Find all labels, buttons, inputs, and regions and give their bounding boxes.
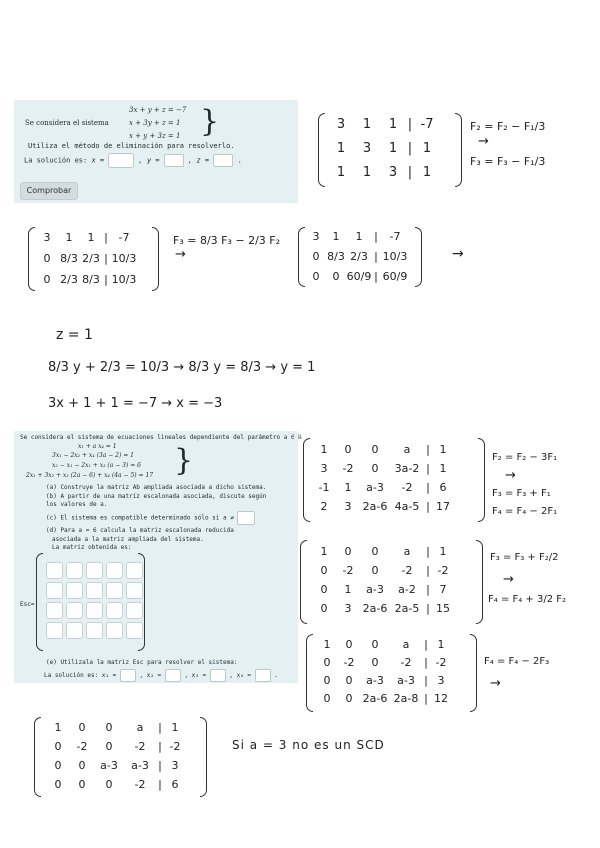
y-input[interactable]: [164, 154, 184, 167]
n2-matrix3-entry: 2a-8: [393, 692, 419, 705]
esc-matrix-grid: [46, 562, 143, 639]
matrix3-separator: |: [374, 270, 378, 283]
n2-matrix4-separator: |: [158, 721, 162, 734]
part-e-solution-row: [44, 669, 278, 682]
n2-matrix3-entry: 0: [371, 656, 379, 669]
n2-matrix1-entry: 0: [344, 443, 352, 456]
matrix2-entry: -7: [118, 231, 130, 244]
n2-matrix3-entry: 0: [345, 638, 353, 651]
solution-label: La solución es:: [24, 156, 88, 165]
n2-matrix2-separator: |: [426, 545, 430, 558]
matrix1-entry: 3: [362, 141, 372, 156]
n2-matrix4-entry: -2: [76, 740, 88, 753]
n2-matrix1-entry: 3a-2: [394, 462, 420, 475]
problem2-brace: }: [174, 443, 194, 478]
matrix3-entry: 0: [312, 270, 320, 283]
n2-matrix1-entry: 17: [436, 500, 450, 513]
matrix2-row: [36, 269, 138, 290]
n2-matrix2-entry: 1: [320, 545, 328, 558]
n2-matrix2-entry: -2: [437, 564, 449, 577]
matrix2-entry: 2/3: [60, 273, 78, 286]
op-arrow3: →: [452, 246, 464, 262]
n2-matrix1-row: [312, 459, 454, 478]
op-f3: F₃ = F₃ − F₁/3: [470, 155, 546, 168]
matrix3-entry: 0: [312, 250, 320, 263]
n2-matrix1: [312, 440, 454, 516]
matrix1-row: [328, 137, 440, 161]
n2-matrix3-entry: a: [402, 638, 410, 651]
n2-matrix1-row: [312, 440, 454, 459]
n2-matrix1-separator: |: [426, 500, 430, 513]
check-button[interactable]: Comprobar: [20, 182, 78, 200]
matrix1-entry: 1: [388, 141, 398, 156]
n2-matrix2-entry: 7: [439, 583, 447, 596]
x4-label: , x₄ =: [229, 672, 252, 679]
x2-label: , x₂ =: [139, 672, 162, 679]
n2-matrix2-right: [476, 540, 483, 624]
n2-matrix4-entry: -2: [134, 740, 146, 753]
part-e: (e) Utilizala la matriz Esc para resolver el sistema:: [46, 659, 238, 666]
matrix1-entry: 1: [388, 117, 398, 132]
n2-matrix4-entry: 0: [105, 778, 113, 791]
n2-matrix4-row: [46, 737, 186, 756]
n2-matrix4-row: [46, 756, 186, 775]
n2-op2: F₃ = F₃ + F₁: [492, 488, 551, 499]
n2-matrix2-row: [312, 561, 454, 580]
part-b: (b) A partir de una matriz escalonada asociada, discute según los valores de a.: [46, 493, 267, 508]
problem2-eq1: x₁ + a x₄ = 1: [78, 443, 117, 450]
problem2-eq3: x₂ − x₁ − 2x₁ + x₃ (a − 3) = 6: [52, 462, 141, 469]
problem1-eq2: x + 3y + z = 1: [129, 119, 181, 127]
matrix3-entry: 0: [332, 270, 340, 283]
matrix2-separator: |: [104, 231, 108, 244]
n2-matrix4-entry: 1: [171, 721, 179, 734]
n2-matrix3-entry: 1: [323, 638, 331, 651]
n2-matrix1-entry: 4a-5: [394, 500, 420, 513]
matrix1-row: [328, 113, 440, 137]
n2-matrix2-entry: a-2: [398, 583, 416, 596]
n2-matrix1-separator: |: [426, 481, 430, 494]
problem1-panel: [14, 100, 298, 203]
n2-matrix4-entry: 0: [78, 721, 86, 734]
matrix2-entry: 1: [65, 231, 73, 244]
end-dot2: .: [274, 672, 278, 679]
n2-matrix4-entry: a: [136, 721, 144, 734]
op-f2: F₂ = F₂ − F₁/3: [470, 120, 546, 133]
matrix2-separator: |: [104, 273, 108, 286]
n2-matrix2-entry: 0: [320, 564, 328, 577]
problem2-eq2: 3x₁ − 2x₂ + x₄ (3a − 2) = 1: [52, 452, 134, 459]
n2-matrix4-entry: 1: [54, 721, 62, 734]
matrix1-left-bracket: [318, 113, 325, 187]
result-z: z = 1: [56, 327, 93, 343]
n2-matrix4-entry: 3: [171, 759, 179, 772]
x4-input[interactable]: [255, 669, 271, 682]
n2-matrix2-entry: 2a-6: [362, 602, 388, 615]
problem2-eq4: 2x₁ + 3x₂ + x₃ (2a − 6) + x₄ (4a − 5) = 17: [26, 472, 154, 479]
esc-cell-input[interactable]: [66, 622, 83, 639]
n2-matrix3-entry: a-3: [397, 674, 415, 687]
problem1-eq3: x + y + 3z = 1: [129, 132, 181, 140]
n2-matrix3: [316, 636, 452, 708]
matrix1-right-bracket: [455, 113, 462, 187]
matrix3-separator: |: [374, 230, 378, 243]
n2-matrix2-entry: 15: [436, 602, 450, 615]
n2-matrix2-entry: 0: [344, 545, 352, 558]
matrix3-entry: 2/3: [350, 250, 368, 263]
n2-matrix3-entry: 0: [323, 692, 331, 705]
matrix3: [306, 227, 410, 287]
z-label: , z =: [188, 156, 210, 165]
matrix3-entry: 10/3: [382, 250, 408, 263]
matrix1-separator: |: [407, 141, 413, 156]
matrix2-entry: 1: [87, 231, 95, 244]
matrix3-entry: 3: [312, 230, 320, 243]
n2-matrix2-row: [312, 599, 454, 618]
z-input[interactable]: [213, 154, 233, 167]
x3-label: , x₃ =: [184, 672, 207, 679]
n2-matrix2-entry: 2a-5: [394, 602, 420, 615]
sol-label: La solución es: x₁ =: [44, 672, 117, 679]
n2-matrix2-entry: a: [403, 545, 411, 558]
param-a-input[interactable]: [237, 511, 255, 525]
n2-matrix4: [46, 718, 186, 794]
n2-matrix2-entry: 0: [371, 564, 379, 577]
matrix3-row: [306, 267, 410, 287]
op-arrow2: →: [175, 247, 186, 262]
n2-matrix1-separator: |: [426, 462, 430, 475]
matrix1-entry: 1: [336, 165, 346, 180]
problem2-panel: [14, 431, 302, 683]
matrix1: [328, 113, 440, 185]
result-x: 3x + 1 + 1 = −7 → x = −3: [48, 396, 223, 411]
n2-matrix4-separator: |: [158, 759, 162, 772]
n2-matrix3-right: [470, 634, 477, 712]
n2-matrix1-entry: -2: [342, 462, 354, 475]
esc-cell-input[interactable]: [126, 602, 143, 619]
part-a: (a) Construye la matriz Ab ampliada asociada a dicho sistema.: [46, 484, 267, 491]
n2-op1: F₂ = F₂ − 3F₁: [492, 452, 558, 463]
part-d1: (d) Para a = 6 calcula la matriz escalonada reducida: [46, 527, 234, 534]
n2-matrix4-entry: 0: [78, 759, 86, 772]
n2-matrix4-entry: 6: [171, 778, 179, 791]
n2-matrix3-entry: a-3: [366, 674, 384, 687]
n2-matrix3-entry: -2: [435, 656, 447, 669]
problem1-solution-row: [24, 153, 242, 168]
problem1-eq1: 3x + y + z = −7: [129, 106, 187, 114]
n2-matrix1-entry: 2a-6: [362, 500, 388, 513]
matrix2: [36, 227, 138, 290]
n2-matrix3-row: [316, 690, 452, 708]
matrix1-entry: 1: [362, 165, 372, 180]
esc-cell-input[interactable]: [66, 582, 83, 599]
n2-matrix4-entry: 0: [54, 778, 62, 791]
esc-label: Esc=: [20, 601, 35, 608]
matrix2-row: [36, 248, 138, 269]
matrix2-entry: 2/3: [82, 252, 100, 265]
n2-matrix3-entry: 0: [345, 674, 353, 687]
esc-cell-input[interactable]: [66, 562, 83, 579]
n2-matrix2: [312, 542, 454, 618]
matrix2-separator: |: [104, 252, 108, 265]
y-label: , y =: [138, 156, 160, 165]
n2-matrix1-row: [312, 497, 454, 516]
esc-cell-input[interactable]: [86, 602, 103, 619]
esc-cell-input[interactable]: [46, 562, 63, 579]
n2-matrix2-row: [312, 542, 454, 561]
n2-matrix3-entry: 0: [323, 674, 331, 687]
n2-op4: F₃ = F₃ + F₂/2: [490, 552, 559, 563]
n2-matrix2-separator: |: [426, 602, 430, 615]
n2-matrix4-entry: 0: [54, 759, 62, 772]
esc-cell-input[interactable]: [66, 602, 83, 619]
matrix1-separator: |: [407, 117, 413, 132]
n2-matrix3-entry: 1: [437, 638, 445, 651]
matrix3-entry: 1: [355, 230, 363, 243]
n2-matrix3-entry: 0: [345, 692, 353, 705]
n2-matrix3-row: [316, 636, 452, 654]
matrix2-row: [36, 227, 138, 248]
n2-matrix1-entry: 0: [371, 443, 379, 456]
n2-matrix3-entry: 2a-6: [362, 692, 388, 705]
n2-matrix2-separator: |: [426, 583, 430, 596]
matrix1-entry: 1: [422, 141, 432, 156]
problem1-intro: Se considera el sistema: [25, 119, 109, 127]
x3-input[interactable]: [210, 669, 226, 682]
n2-matrix2-entry: 1: [439, 545, 447, 558]
matrix1-entry: 3: [336, 117, 346, 132]
n2-matrix2-entry: a-3: [366, 583, 384, 596]
n2-matrix1-entry: 3: [344, 500, 352, 513]
n2-conclusion: Si a = 3 no es un SCD: [232, 738, 385, 752]
n2-matrix1-entry: -1: [318, 481, 330, 494]
matrix2-entry: 8/3: [82, 273, 100, 286]
n2-matrix4-entry: 0: [78, 778, 86, 791]
matrix2-entry: 10/3: [111, 273, 137, 286]
esc-cell-input[interactable]: [106, 582, 123, 599]
n2-matrix1-entry: 3: [320, 462, 328, 475]
esc-cell-input[interactable]: [106, 602, 123, 619]
n2-matrix4-row: [46, 775, 186, 794]
esc-cell-input[interactable]: [126, 582, 143, 599]
x1-input[interactable]: [120, 669, 136, 682]
n2-arrow3: →: [490, 676, 501, 691]
matrix1-entry: 3: [388, 165, 398, 180]
matrix3-entry: 8/3: [327, 250, 345, 263]
n2-matrix1-entry: 1: [439, 443, 447, 456]
n2-matrix2-row: [312, 580, 454, 599]
matrix3-left-bracket: [298, 227, 305, 287]
matrix3-entry: 60/9: [346, 270, 372, 283]
n2-matrix4-separator: |: [158, 778, 162, 791]
n2-matrix3-entry: 3: [437, 674, 445, 687]
n2-matrix1-entry: 2: [320, 500, 328, 513]
n2-matrix4-entry: 0: [105, 721, 113, 734]
n2-arrow1: →: [505, 468, 516, 483]
n2-matrix1-entry: 6: [439, 481, 447, 494]
n2-matrix1-entry: 0: [371, 462, 379, 475]
n2-arrow2: →: [503, 572, 514, 587]
n2-matrix1-row: [312, 478, 454, 497]
n2-matrix3-entry: -2: [343, 656, 355, 669]
n2-matrix1-entry: 1: [320, 443, 328, 456]
matrix3-separator: |: [374, 250, 378, 263]
n2-op6: F₄ = F₄ − 2F₃: [484, 656, 550, 667]
n2-matrix4-entry: 0: [54, 740, 62, 753]
result-y: 8/3 y + 2/3 = 10/3 → 8/3 y = 8/3 → y = 1: [48, 360, 316, 375]
problem1-instruction: Utiliza el método de eliminación para resolverlo.: [28, 142, 235, 150]
op-arrow1: →: [478, 134, 489, 149]
n2-matrix1-entry: a: [403, 443, 411, 456]
n2-matrix4-separator: |: [158, 740, 162, 753]
problem2-intro: Se considera el sistema de ecuaciones lineales dependiente del parámetro a ∈ ℝ: [20, 434, 302, 441]
part-c-row: [46, 511, 255, 525]
end-dot: .: [237, 156, 242, 165]
n2-op5: F₄ = F₄ + 3/2 F₂: [488, 594, 567, 605]
matrix3-entry: 60/9: [382, 270, 408, 283]
n2-matrix3-left: [306, 634, 313, 712]
esc-cell-input[interactable]: [86, 562, 103, 579]
matrix2-entry: 3: [43, 231, 51, 244]
n2-matrix4-entry: a-3: [131, 759, 149, 772]
n2-matrix2-entry: -2: [401, 564, 413, 577]
n2-matrix3-separator: |: [424, 692, 428, 705]
n2-matrix3-entry: 12: [434, 692, 448, 705]
n2-matrix1-entry: -2: [401, 481, 413, 494]
n2-matrix4-row: [46, 718, 186, 737]
n2-matrix2-separator: |: [426, 564, 430, 577]
matrix3-row: [306, 247, 410, 267]
esc-cell-input[interactable]: [126, 562, 143, 579]
matrix3-entry: -7: [389, 230, 401, 243]
matrix3-row: [306, 227, 410, 247]
n2-matrix2-entry: 3: [344, 602, 352, 615]
x2-input[interactable]: [165, 669, 181, 682]
n2-matrix3-separator: |: [424, 638, 428, 651]
n2-matrix2-entry: 0: [320, 602, 328, 615]
n2-matrix2-entry: 0: [371, 545, 379, 558]
n2-matrix2-left: [300, 540, 307, 624]
n2-matrix3-row: [316, 654, 452, 672]
matrix2-entry: 0: [43, 252, 51, 265]
x-label: x =: [91, 156, 105, 165]
matrix1-entry: 1: [422, 165, 432, 180]
x-input[interactable]: [108, 153, 134, 168]
n2-matrix2-entry: -2: [342, 564, 354, 577]
matrix3-entry: 1: [332, 230, 340, 243]
matrix1-row: [328, 161, 440, 185]
matrix2-entry: 10/3: [111, 252, 137, 265]
esc-cell-input[interactable]: [46, 582, 63, 599]
n2-matrix1-entry: 1: [439, 462, 447, 475]
matrix2-left-bracket: [28, 227, 35, 291]
part-d2: asociada a la matriz ampliada del sistema.: [52, 536, 204, 543]
n2-matrix3-entry: 0: [371, 638, 379, 651]
matrix2-right-bracket: [152, 227, 159, 291]
matrix2-entry: 8/3: [60, 252, 78, 265]
part-d3: La matriz obtenida es:: [52, 544, 132, 551]
part-c: (c) El sistema es compatible determinado sólo si a ≠: [46, 514, 234, 522]
problem1-brace: }: [200, 104, 220, 139]
n2-matrix4-entry: -2: [169, 740, 181, 753]
matrix3-right-bracket: [415, 227, 422, 287]
esc-cell-input[interactable]: [126, 622, 143, 639]
n2-matrix3-entry: 0: [323, 656, 331, 669]
esc-cell-input[interactable]: [86, 582, 103, 599]
n2-matrix2-entry: 1: [344, 583, 352, 596]
n2-matrix3-row: [316, 672, 452, 690]
esc-cell-input[interactable]: [46, 622, 63, 639]
n2-matrix4-entry: 0: [105, 740, 113, 753]
n2-matrix4-left: [34, 717, 41, 797]
n2-matrix1-separator: |: [426, 443, 430, 456]
n2-matrix1-left: [303, 438, 310, 522]
esc-cell-input[interactable]: [106, 622, 123, 639]
n2-matrix1-right: [478, 438, 485, 522]
n2-matrix3-separator: |: [424, 656, 428, 669]
n2-matrix2-entry: 0: [320, 583, 328, 596]
n2-matrix1-entry: 1: [344, 481, 352, 494]
n2-matrix3-separator: |: [424, 674, 428, 687]
esc-cell-input[interactable]: [86, 622, 103, 639]
matrix2-entry: 0: [43, 273, 51, 286]
matrix1-entry: -7: [420, 117, 434, 132]
n2-matrix1-entry: a-3: [366, 481, 384, 494]
matrix1-entry: 1: [336, 141, 346, 156]
esc-cell-input[interactable]: [106, 562, 123, 579]
op-f3-combined: F₃ = 8/3 F₃ − 2/3 F₂: [173, 234, 281, 247]
esc-cell-input[interactable]: [46, 602, 63, 619]
n2-op3: F₄ = F₄ − 2F₁: [492, 506, 558, 517]
n2-matrix3-entry: -2: [400, 656, 412, 669]
n2-matrix4-right: [200, 717, 207, 797]
matrix1-separator: |: [407, 165, 413, 180]
n2-matrix4-entry: a-3: [100, 759, 118, 772]
esc-left-paren: [36, 553, 43, 651]
matrix1-entry: 1: [362, 117, 372, 132]
n2-matrix4-entry: -2: [134, 778, 146, 791]
